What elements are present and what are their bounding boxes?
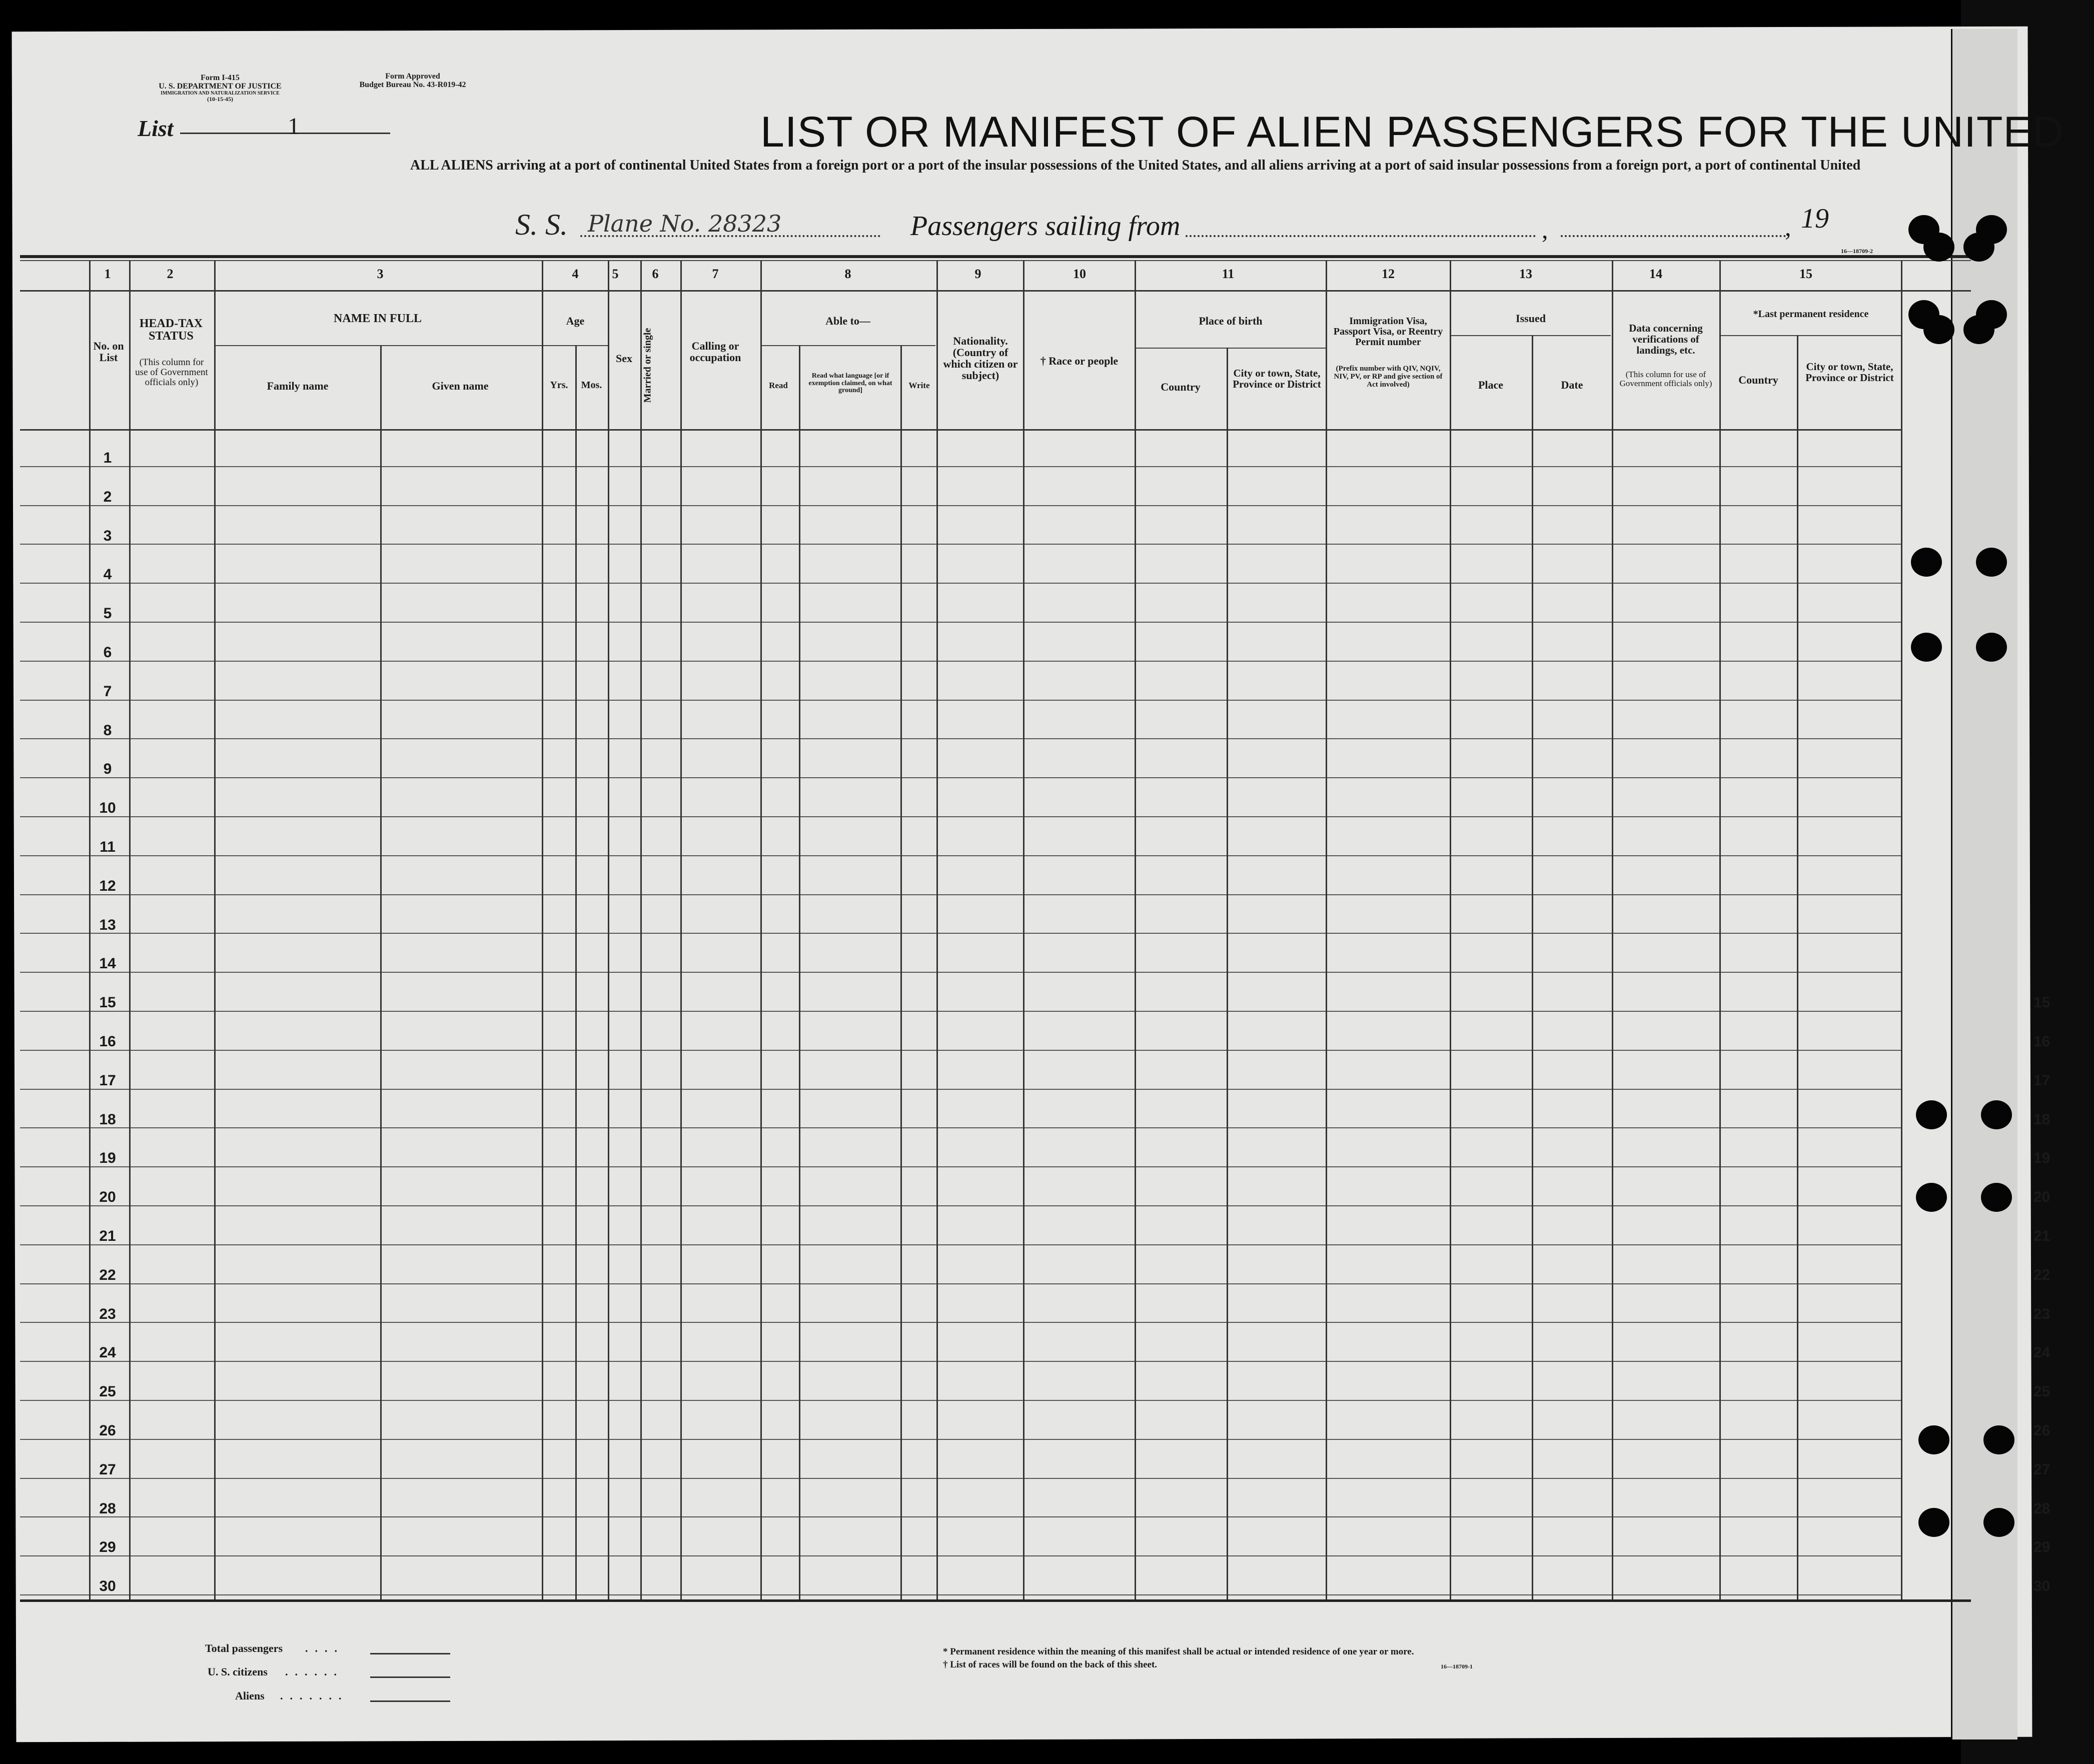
right-row-number: 17 (2033, 1072, 2050, 1089)
column-line (1719, 260, 1721, 1600)
date-line (1561, 235, 1786, 237)
citizens-line (370, 1676, 450, 1678)
right-row-number: 30 (2033, 1578, 2050, 1595)
punch-hole (1923, 315, 1954, 344)
row-number: 12 (99, 877, 116, 894)
aliens-label: Aliens (235, 1689, 265, 1702)
sailing-line (1186, 235, 1536, 237)
column-line (1612, 260, 1613, 1600)
budget-number: Budget Bureau No. 43-R019-42 (359, 80, 466, 89)
row-line (20, 505, 1901, 506)
row-number: 10 (99, 800, 116, 817)
right-row-number: 15 (2033, 994, 2050, 1011)
place-of-birth-header: Place of birth (1199, 315, 1263, 327)
row-number: 24 (99, 1344, 116, 1361)
row-number: 8 (103, 722, 112, 739)
right-row-number: 26 (2033, 1422, 2050, 1439)
ss-line (580, 235, 880, 237)
row-line (20, 1050, 1901, 1051)
read-language-header: Read what language [or if exemption claimed, on what ground] (808, 372, 892, 395)
row-number: 28 (99, 1500, 116, 1517)
column-line (936, 260, 938, 1600)
col-num-7: 7 (712, 267, 719, 281)
row-number: 9 (103, 761, 112, 778)
comma-2: , (1785, 213, 1791, 241)
mos-header: Mos. (581, 380, 602, 391)
punch-hole (1911, 548, 1942, 577)
row-line (20, 700, 1901, 701)
row-number: 15 (99, 994, 116, 1011)
row-number: 2 (103, 488, 112, 505)
subtitle: ALL ALIENS arriving at a port of continental United States from a foreign port or a port of the insular possessions of the United States, and all aliens arriving at a port of said insular possessions from a foreign port, a port of continental United (410, 158, 1861, 173)
list-number: 1 (288, 113, 300, 140)
yrs-header: Yrs. (550, 380, 568, 391)
column-line (1135, 260, 1136, 1600)
row-line (20, 894, 1901, 895)
row-line (20, 544, 1901, 545)
aliens-line (370, 1700, 450, 1702)
column-line (1227, 348, 1228, 1600)
column-line (680, 260, 682, 1600)
right-row-number: 18 (2033, 1111, 2050, 1128)
able-to-header: Able to— (825, 315, 870, 327)
row-number: 17 (99, 1072, 116, 1089)
right-row-number: 25 (2033, 1383, 2050, 1400)
ss-label: S. S. (515, 208, 568, 241)
row-line (20, 855, 1901, 856)
sailing-label: Passengers sailing from (910, 211, 1181, 242)
row-line (20, 1400, 1901, 1401)
sex-header: Sex (616, 352, 632, 365)
column-line (608, 260, 609, 1600)
list-label: List (138, 116, 174, 141)
table-bottom-border (20, 1599, 1971, 1602)
column-line (575, 345, 577, 1600)
row-number: 13 (99, 916, 116, 933)
no-on-list-header: No. on List (93, 340, 124, 364)
approval-info (330, 73, 495, 90)
column-line (1023, 260, 1024, 1600)
row-line (20, 1166, 1901, 1167)
row-line (20, 1244, 1901, 1245)
col-num-8: 8 (844, 267, 851, 281)
column-line (1326, 260, 1327, 1600)
year-label: 19 (1801, 203, 1829, 234)
write-header: Write (908, 381, 930, 390)
col-num-6: 6 (652, 267, 659, 281)
visa-note: (Prefix number with QIV, NQIV, NIV, PV, or RP and give section of Act involved) (1334, 365, 1443, 389)
ss-value: Plane No. 28323 (588, 210, 782, 237)
row-line (20, 1089, 1901, 1090)
col-num-14: 14 (1649, 267, 1662, 281)
punch-hole (1911, 633, 1942, 662)
col-num-13: 13 (1519, 267, 1532, 281)
read-header: Read (769, 381, 788, 390)
row-line (20, 1011, 1901, 1012)
right-row-number: 24 (2033, 1344, 2050, 1361)
right-row-number: 27 (2033, 1461, 2050, 1478)
col-num-15: 15 (1799, 267, 1812, 281)
comma: , (1542, 216, 1548, 244)
age-header: Age (566, 315, 585, 327)
row-line (20, 1516, 1901, 1517)
column-line (799, 345, 800, 1600)
row-line (20, 1439, 1901, 1440)
row-line (20, 466, 1901, 467)
col-num-12: 12 (1382, 267, 1395, 281)
department: U. S. DEPARTMENT OF JUSTICE (159, 82, 282, 91)
row-number: 16 (99, 1033, 116, 1050)
right-row-number: 21 (2033, 1228, 2050, 1244)
punch-hole (1923, 233, 1954, 262)
head-tax-note: (This column for use of Government officials only) (135, 357, 208, 388)
row-number: 29 (99, 1539, 116, 1556)
row-number: 3 (103, 527, 112, 544)
right-row-number: 20 (2033, 1189, 2050, 1206)
col-num-1: 1 (104, 267, 111, 281)
punch-hole (1918, 1425, 1949, 1454)
column-line (542, 260, 543, 1600)
birth-city-header: City or town, State, Province or District (1233, 367, 1321, 391)
form-id: Form I-415 (201, 74, 240, 82)
col-num-11: 11 (1222, 267, 1235, 281)
last-residence-header: *Last permanent residence (1753, 309, 1869, 320)
col-num-4: 4 (572, 267, 579, 281)
row-number: 18 (99, 1111, 116, 1128)
row-line (20, 1283, 1901, 1284)
row-number: 1 (103, 450, 112, 466)
punch-hole (1963, 233, 1994, 262)
column-line (760, 260, 762, 1600)
column-line (214, 260, 216, 1600)
footnote-races: † List of races will be found on the back of this sheet. (943, 1659, 1158, 1670)
punch-hole (1963, 315, 1994, 344)
nationality-header: Nationality. (Country of which citizen or subject) (943, 335, 1018, 382)
us-citizens-label: U. S. citizens (208, 1665, 268, 1678)
data-note: (This column for use of Government officials only) (1619, 370, 1712, 388)
col-num-9: 9 (974, 267, 981, 281)
row-line (20, 1205, 1901, 1206)
next-page-edge (1951, 29, 2017, 1739)
race-header: † Race or people (1040, 355, 1119, 367)
row-number: 22 (99, 1266, 116, 1283)
row-line (20, 1127, 1901, 1128)
list-line (180, 133, 390, 134)
column-line (900, 345, 902, 1600)
row-line (20, 972, 1901, 973)
punch-hole (1983, 1425, 2014, 1454)
row-line (20, 1594, 1901, 1595)
row-number: 5 (103, 605, 112, 622)
footnote-residence: * Permanent residence within the meaning of this manifest shall be actual or intended residence of one year or more. (943, 1646, 1414, 1657)
row-line (20, 1478, 1901, 1479)
col-num-2: 2 (167, 267, 174, 281)
col-num-3: 3 (377, 267, 384, 281)
row-number: 27 (99, 1461, 116, 1478)
column-line (129, 260, 131, 1600)
row-number: 21 (99, 1228, 116, 1244)
right-row-number: 29 (2033, 1539, 2050, 1556)
form-info (130, 74, 310, 103)
punch-hole (1916, 1100, 1947, 1129)
row-line (20, 933, 1901, 934)
footer-code: 16—18709-1 (1441, 1663, 1473, 1670)
married-header: Married or single (642, 328, 653, 403)
row-line (20, 738, 1901, 739)
table-top-border (20, 255, 1971, 258)
row-number: 6 (103, 644, 112, 661)
row-number: 26 (99, 1422, 116, 1439)
row-line (20, 1322, 1901, 1323)
manifest-sheet (12, 27, 2032, 1742)
row-number: 4 (103, 566, 112, 583)
head-tax-header: HEAD-TAX STATUS (139, 317, 203, 343)
residence-city-header: City or town, State, Province or District (1805, 361, 1894, 384)
column-line (89, 260, 91, 1600)
residence-country-header: Country (1738, 374, 1778, 386)
punch-hole (1916, 1183, 1947, 1212)
row-line (20, 777, 1901, 778)
family-name-header: Family name (267, 380, 329, 392)
row-line (20, 1361, 1901, 1362)
visa-header: Immigration Visa, Passport Visa, or Reentry Permit number (1333, 316, 1443, 348)
col-num-5: 5 (612, 267, 619, 281)
form-date: (10-15-45) (207, 96, 233, 103)
punch-hole (1976, 633, 2007, 662)
row-line (20, 583, 1901, 584)
row-number: 11 (100, 839, 116, 855)
print-code: 16—18709-2 (1841, 248, 1873, 255)
row-line (20, 661, 1901, 662)
column-line (1797, 335, 1798, 1600)
column-line (1450, 260, 1451, 1600)
issued-place-header: Place (1478, 379, 1504, 391)
calling-header: Calling or occupation (689, 340, 741, 364)
total-line (370, 1653, 450, 1654)
row-number: 20 (99, 1189, 116, 1206)
service: IMMIGRATION AND NATURALIZATION SERVICE (161, 90, 280, 96)
column-line (640, 260, 642, 1600)
right-row-number: 28 (2033, 1500, 2050, 1517)
row-number: 14 (99, 955, 116, 972)
form-approved: Form Approved (385, 72, 440, 81)
punch-hole (1983, 1508, 2014, 1537)
row-number: 19 (99, 1150, 116, 1167)
given-name-header: Given name (432, 380, 489, 392)
punch-hole (1918, 1508, 1949, 1537)
issued-date-header: Date (1561, 379, 1583, 391)
right-row-number: 22 (2033, 1266, 2050, 1283)
right-row-number: 16 (2033, 1033, 2050, 1050)
punch-hole (1976, 548, 2007, 577)
column-line (380, 345, 382, 1600)
right-row-number: 19 (2033, 1150, 2050, 1167)
column-line (1532, 335, 1533, 1600)
total-passengers-label: Total passengers (205, 1642, 283, 1654)
row-number: 25 (99, 1383, 116, 1400)
column-line (1901, 260, 1902, 1600)
row-line (20, 1555, 1901, 1556)
data-concerning-header: Data concerning verifications of landings, etc. (1629, 322, 1703, 357)
row-line (20, 622, 1901, 623)
row-number: 23 (99, 1305, 116, 1322)
row-number: 7 (103, 683, 112, 700)
name-in-full-header: NAME IN FULL (333, 312, 422, 325)
punch-hole (1981, 1183, 2012, 1212)
col-num-10: 10 (1073, 267, 1086, 281)
right-row-number: 23 (2033, 1305, 2050, 1322)
issued-header: Issued (1516, 312, 1546, 325)
page-title: LIST OR MANIFEST OF ALIEN PASSENGERS FOR THE UNITED (760, 108, 2064, 156)
punch-hole (1981, 1100, 2012, 1129)
birth-country-header: Country (1161, 381, 1201, 393)
row-line (20, 816, 1901, 817)
row-number: 30 (99, 1578, 116, 1595)
